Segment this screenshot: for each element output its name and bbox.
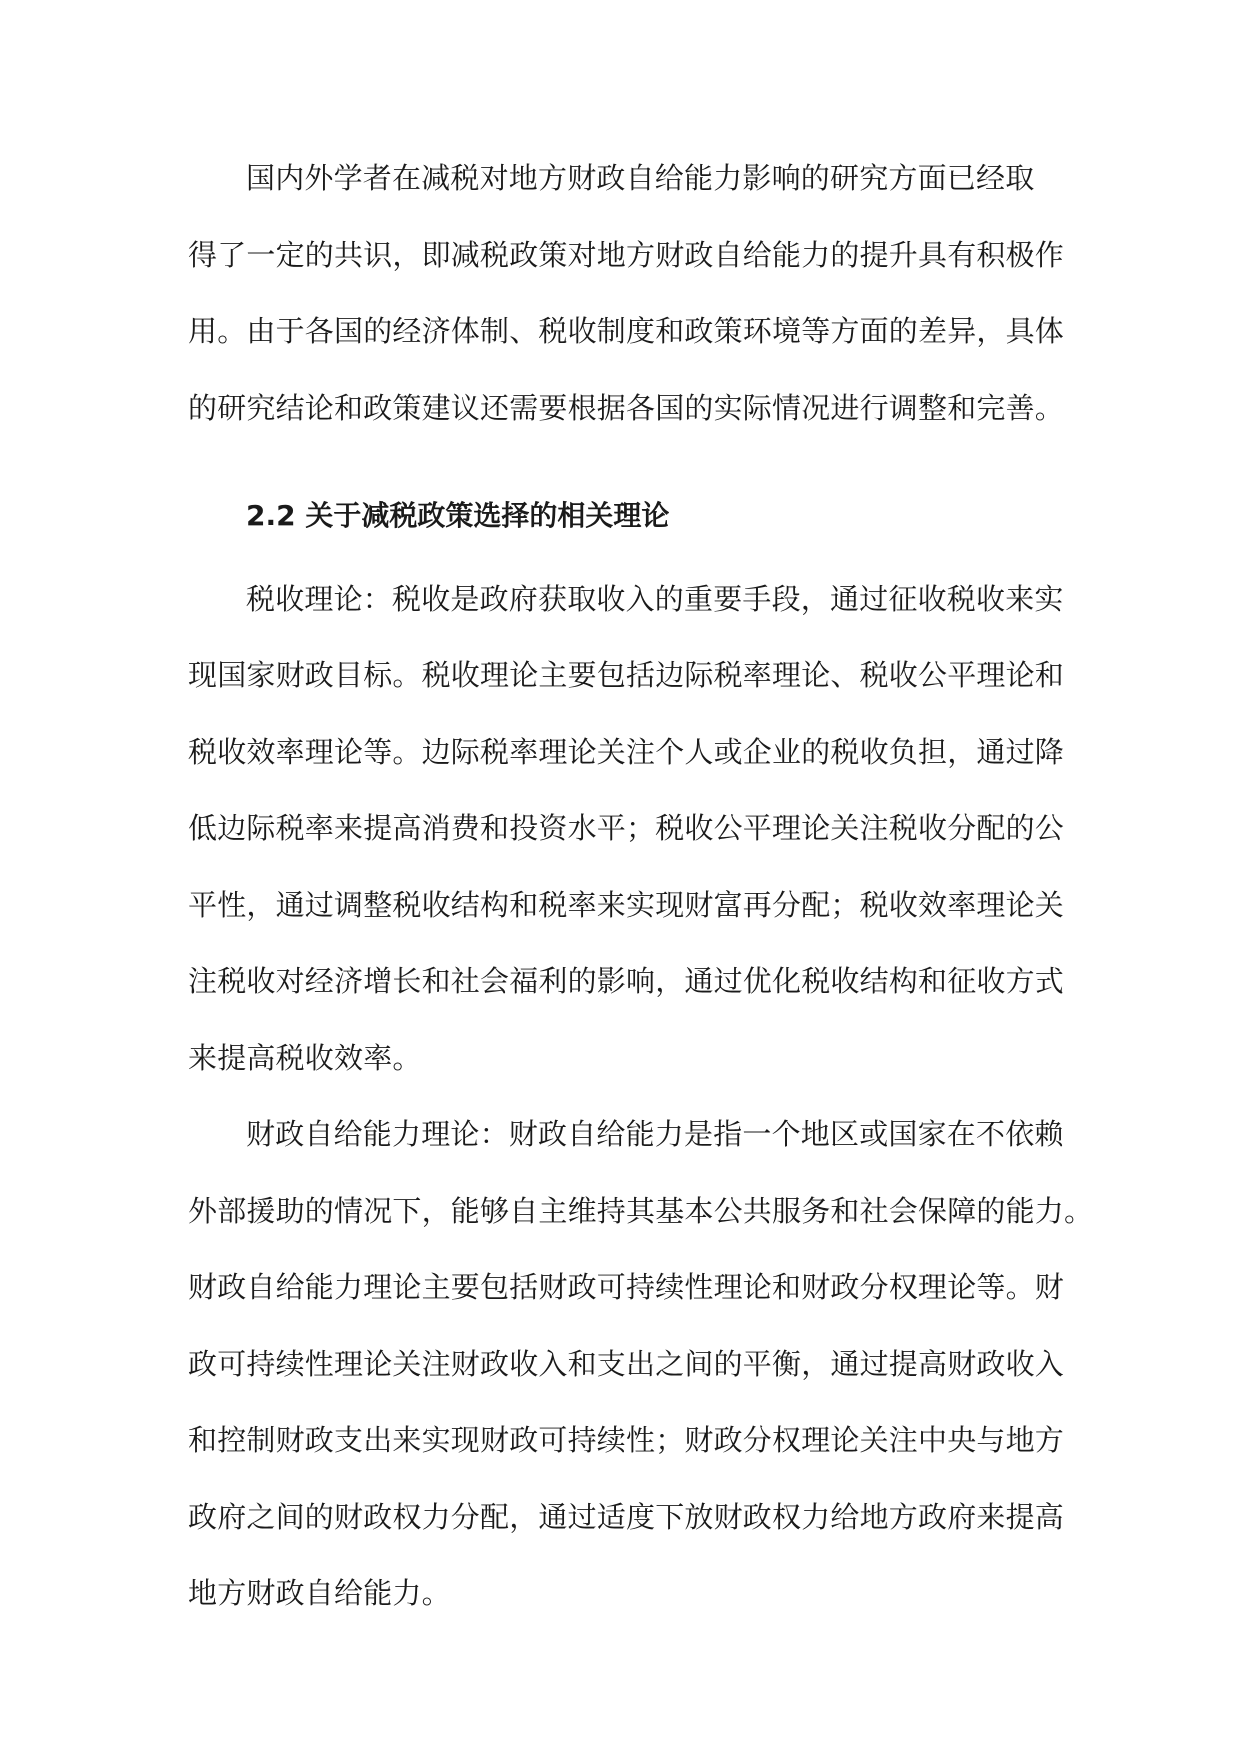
- paragraph-line: 注税收对经济增长和社会福利的影响，通过优化税收结构和征收方式: [188, 964, 1065, 998]
- paragraph-line: 来提高税收效率。: [188, 1040, 422, 1075]
- paragraph-line: 政可持续性理论关注财政收入和支出之间的平衡，通过提高财政收入: [188, 1346, 1065, 1381]
- paragraph-3: [188, 1096, 1094, 1632]
- paragraph-line: 财政自给能力理论主要包括财政可持续性理论和财政分权理论等。财: [188, 1270, 1065, 1304]
- paragraph-line: 政府之间的财政权力分配，通过适度下放财政权力给地方政府来提高: [188, 1499, 1065, 1534]
- paragraph-line: 平性，通过调整税收结构和税率来实现财富再分配；税收效率理论关: [188, 887, 1065, 922]
- paragraph-line: 国内外学者在减税对地方财政自给能力影响的研究方面已经取: [246, 161, 1035, 195]
- paragraph-line: 用。由于各国的经济体制、税收制度和政策环境等方面的差异，具体: [188, 314, 1065, 348]
- paragraph-line: 得了一定的共识，即减税政策对地方财政自给能力的提升具有积极作: [188, 237, 1065, 272]
- paragraph-line: 税收效率理论等。边际税率理论关注个人或企业的税收负担，通过降: [188, 734, 1065, 769]
- paragraph-line: 外部援助的情况下，能够自主维持其基本公共服务和社会保障的能力。: [188, 1193, 1094, 1228]
- paragraph-line: 和控制财政支出来实现财政可持续性；财政分权理论关注中央与地方: [188, 1423, 1065, 1457]
- paragraph-line: 财政自给能力理论：财政自给能力是指一个地区或国家在不依赖: [246, 1117, 1064, 1151]
- paragraph-line: 的研究结论和政策建议还需要根据各国的实际情况进行调整和完善。: [188, 390, 1065, 425]
- paragraph-line: 税收理论：税收是政府获取收入的重要手段，通过征收税收来实: [246, 581, 1064, 616]
- paragraph-line: 低边际税率来提高消费和投资水平；税收公平理论关注税收分配的公: [188, 811, 1065, 845]
- paragraph-line: 现国家财政目标。税收理论主要包括边际税率理论、税收公平理论和: [188, 658, 1065, 692]
- paragraph-1: [188, 140, 1065, 446]
- document-page: [188, 140, 1094, 1632]
- paragraph-2: [188, 561, 1065, 1097]
- paragraph-line: 地方财政自给能力。: [188, 1576, 451, 1610]
- section-heading: 2.2 关于减税政策选择的相关理论: [246, 499, 670, 532]
